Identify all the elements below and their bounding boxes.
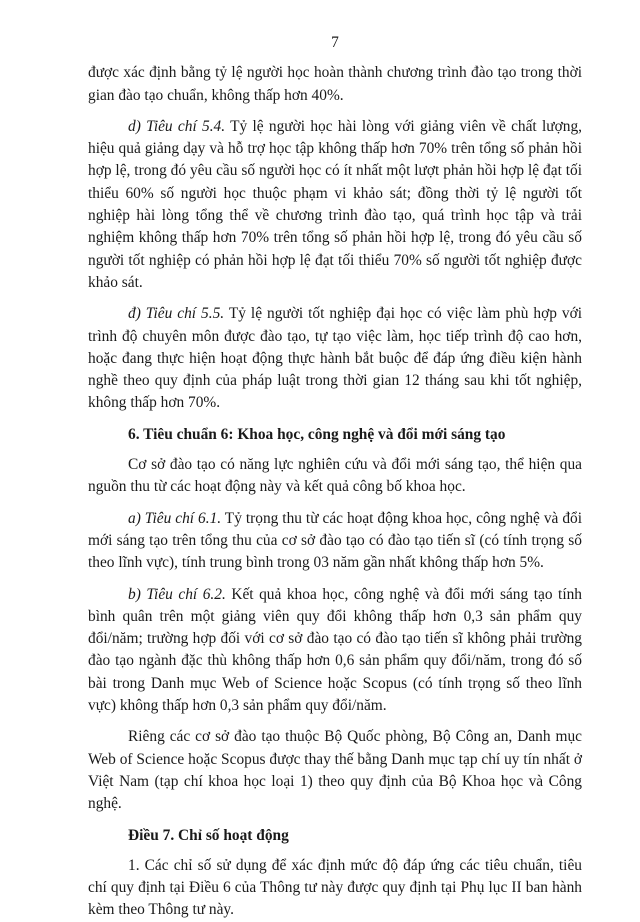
paragraph-special-note: Riêng các cơ sở đào tạo thuộc Bộ Quốc phòng, Bộ Công an, Danh mục Web of Science hoặc Scopus được thay thế bằng Danh mục tạp chí uy tín nhất ở Việt Nam (tạp chí khoa học loại 1) theo quy định của Bộ Khoa học và Công nghệ. xyxy=(88,728,582,813)
paragraph-criterion-6-2 xyxy=(88,584,582,718)
criterion-text: Kết quả khoa học, công nghệ và đổi mới sáng tạo tính bình quân trên một giảng viên quy đổi không thấp hơn 0,3 sản phẩm quy đổi/năm; trường hợp đối với cơ sở đào tạo có đào tạo tiến sĩ không phải trường đào tạo ngành đặc thù không thấp hơn 0,6 sản phẩm quy đổi/năm, trong đó số bài trong Danh mục Web of Science hoặc Scopus (có tính trọng số theo lĩnh vực) không thấp hơn 0,3 sản phẩm quy đổi/năm. xyxy=(88,585,582,715)
paragraph-criterion-5-4 xyxy=(88,116,582,294)
paragraph-criterion-6-1 xyxy=(88,508,582,575)
criterion-text: Tỷ trọng thu từ các hoạt động khoa học, công nghệ và đổi mới sáng tạo trên tổng thu của cơ sở đào tạo có đào tạo tiến sĩ (có tính trọng số theo lĩnh vực), tính trung bình trong 03 năm gần nhất không thấp hơn 5%. xyxy=(88,509,582,572)
criterion-label: a) Tiêu chí 6.1. xyxy=(128,509,222,527)
paragraph-standard-6-intro: Cơ sở đào tạo có năng lực nghiên cứu và đổi mới sáng tạo, thể hiện qua nguồn thu từ các hoạt động này và kết quả công bố khoa học. xyxy=(88,456,582,496)
criterion-text: Tỷ lệ người học hài lòng với giảng viên về chất lượng, hiệu quả giảng dạy và hỗ trợ học tập không thấp hơn 70% trên tổng số phản hồi hợp lệ, trong đó yêu cầu số người học có ít nhất một lượt phản hồi hợp lệ đạt tối thiểu 60% số người học thuộc phạm vi khảo sát; đồng thời tỷ lệ người tốt nghiệp hài lòng tổng thể về chương trình đào tạo, quá trình học tập và trải nghiệm không thấp hơn 70% trên tổng số phản hồi hợp lệ, trong đó yêu cầu số người tốt nghiệp có phản hồi hợp lệ đạt tối thiểu 70% số người tốt nghiệp được khảo sát. xyxy=(88,117,582,291)
paragraph-criterion-5-5 xyxy=(88,303,582,414)
article-heading-7: Điều 7. Chỉ số hoạt động xyxy=(128,826,289,844)
criterion-text: Tỷ lệ người tốt nghiệp đại học có việc làm phù hợp với trình độ chuyên môn được đào tạo, tự tạo việc làm, học tiếp trình độ cao hơn, hoặc đang thực hiện hoạt động thực hành bắt buộc để đáp ứng điều kiện hành nghề theo quy định của pháp luật trong thời gian 12 tháng sau khi tốt nghiệp, không thấp hơn 70%. xyxy=(88,305,583,412)
page-number: 7 xyxy=(331,34,339,51)
section-heading-standard-6: 6. Tiêu chuẩn 6: Khoa học, công nghệ và đổi mới sáng tạo xyxy=(128,425,506,443)
paragraph-article-7-1: 1. Các chỉ số sử dụng để xác định mức độ đáp ứng các tiêu chuẩn, tiêu chí quy định tại Điều 6 của Thông tư này được quy định tại Phụ lục II ban hành kèm theo Thông tư này. xyxy=(88,856,582,919)
criterion-label: đ) Tiêu chí 5.5. xyxy=(128,305,225,323)
paragraph-continuation: được xác định bằng tỷ lệ người học hoàn thành chương trình đào tạo trong thời gian đào tạo chuẩn, không thấp hơn 40%. xyxy=(88,64,582,104)
criterion-label: b) Tiêu chí 6.2. xyxy=(128,585,226,603)
criterion-label: d) Tiêu chí 5.4. xyxy=(128,117,226,135)
